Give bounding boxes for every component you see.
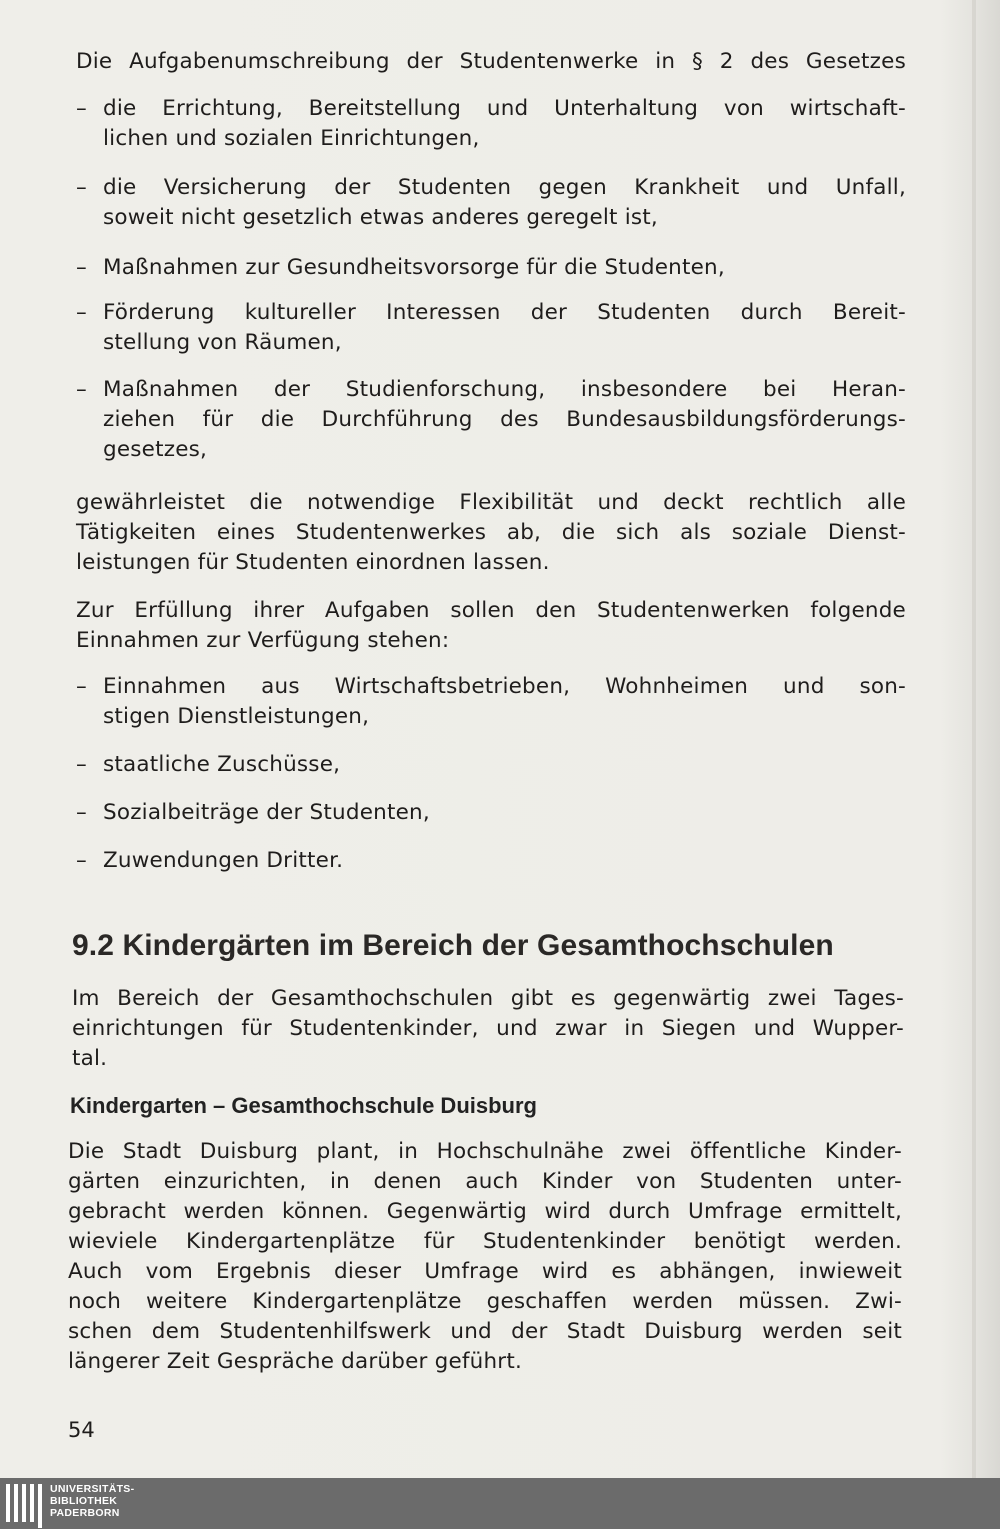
paragraph-line: Zur Erfüllung ihrer Aufgaben sollen den Studentenwerken folgende xyxy=(76,598,906,623)
library-footer xyxy=(0,1478,1000,1529)
income-item-3 xyxy=(76,798,906,828)
dash: – xyxy=(76,255,87,280)
task-line: stellung von Räumen, xyxy=(103,330,342,355)
task-item-4 xyxy=(76,298,906,358)
income-line: Zuwendungen Dritter. xyxy=(103,848,344,873)
page-number: 54 xyxy=(68,1418,95,1442)
task-line: Maßnahmen zur Gesundheitsvorsorge für die Studenten, xyxy=(103,255,725,280)
paragraph-line: einrichtungen für Studentenkinder, und zwar in Siegen und Wupper- xyxy=(72,1016,904,1041)
dash: – xyxy=(76,674,87,699)
paragraph-line: Auch vom Ergebnis dieser Umfrage wird es abhängen, inwieweit xyxy=(68,1259,902,1284)
intro-line: Die Aufgabenumschreibung der Studentenwerke in § 2 des Gesetzes xyxy=(76,49,906,74)
duisburg-paragraph xyxy=(68,1137,902,1377)
task-line: die Versicherung der Studenten gegen Krankheit und Unfall, xyxy=(103,175,906,200)
income-line: Sozialbeiträge der Studenten, xyxy=(103,800,430,825)
task-item-2 xyxy=(76,173,906,233)
library-bars-logo-icon xyxy=(4,1484,44,1524)
task-line: lichen und sozialen Einrichtungen, xyxy=(103,126,480,151)
dash: – xyxy=(76,377,87,402)
task-item-5 xyxy=(76,375,906,465)
income-line: staatliche Zuschüsse, xyxy=(103,752,341,777)
paragraph-line: Die Stadt Duisburg plant, in Hochschulnähe zwei öffentliche Kinder- xyxy=(68,1139,902,1164)
dash: – xyxy=(76,800,87,825)
task-item-1 xyxy=(76,94,906,154)
task-line: ziehen für die Durchführung des Bundesausbildungsförderungs- xyxy=(103,407,906,432)
dash: – xyxy=(76,96,87,121)
dash: – xyxy=(76,848,87,873)
task-item-3 xyxy=(76,253,906,283)
library-name-line: UNIVERSITÄTS- xyxy=(50,1483,135,1495)
library-name-line: PADERBORN xyxy=(50,1507,120,1519)
income-item-1 xyxy=(76,672,906,732)
library-name-line: BIBLIOTHEK xyxy=(50,1495,118,1507)
income-intro-paragraph xyxy=(76,596,906,656)
library-name xyxy=(50,1483,134,1519)
task-line: die Errichtung, Bereitstellung und Unterhaltung von wirtschaft- xyxy=(103,96,906,121)
intro-paragraph xyxy=(76,47,906,77)
paragraph-line: Einnahmen zur Verfügung stehen: xyxy=(76,628,450,653)
subheading: Kindergarten – Gesamthochschule Duisburg xyxy=(70,1093,537,1118)
paragraph-line: gebracht werden können. Gegenwärtig wird durch Umfrage ermittelt, xyxy=(68,1199,902,1224)
paragraph-line: wieviele Kindergartenplätze für Studentenkinder benötigt werden. xyxy=(68,1229,902,1254)
task-line: gesetzes, xyxy=(103,437,208,462)
paragraph-line: tal. xyxy=(72,1046,108,1071)
income-line: Einnahmen aus Wirtschaftsbetrieben, Wohnheimen und son- xyxy=(103,674,906,699)
income-item-2 xyxy=(76,750,906,780)
paragraph-line: noch weitere Kindergartenplätze geschaffen werden müssen. Zwi- xyxy=(68,1289,902,1314)
conclusion-paragraph xyxy=(76,488,906,578)
paragraph-line: Tätigkeiten eines Studentenwerkes ab, die sich als soziale Dienst- xyxy=(76,520,906,545)
paragraph-line: schen dem Studentenhilfswerk und der Stadt Duisburg werden seit xyxy=(68,1319,902,1344)
task-line: Förderung kultureller Interessen der Studenten durch Bereit- xyxy=(103,300,906,325)
section-heading: 9.2 Kindergärten im Bereich der Gesamthochschulen xyxy=(72,929,834,962)
dash: – xyxy=(76,300,87,325)
section-intro-paragraph xyxy=(72,984,904,1074)
paragraph-line: gewährleistet die notwendige Flexibilität und deckt rechtlich alle xyxy=(76,490,906,515)
income-line: stigen Dienstleistungen, xyxy=(103,704,370,729)
dash: – xyxy=(76,752,87,777)
paragraph-line: längerer Zeit Gespräche darüber geführt. xyxy=(68,1349,523,1374)
dash: – xyxy=(76,175,87,200)
paragraph-line: leistungen für Studenten einordnen lassen. xyxy=(76,550,550,575)
income-item-4 xyxy=(76,846,906,876)
paragraph-line: Im Bereich der Gesamthochschulen gibt es gegenwärtig zwei Tages- xyxy=(72,986,904,1011)
task-line: soweit nicht gesetzlich etwas anderes geregelt ist, xyxy=(103,205,658,230)
page-gutter xyxy=(972,0,976,1478)
paragraph-line: gärten einzurichten, in denen auch Kinder von Studenten unter- xyxy=(68,1169,902,1194)
task-line: Maßnahmen der Studienforschung, insbesondere bei Heran- xyxy=(103,377,906,402)
